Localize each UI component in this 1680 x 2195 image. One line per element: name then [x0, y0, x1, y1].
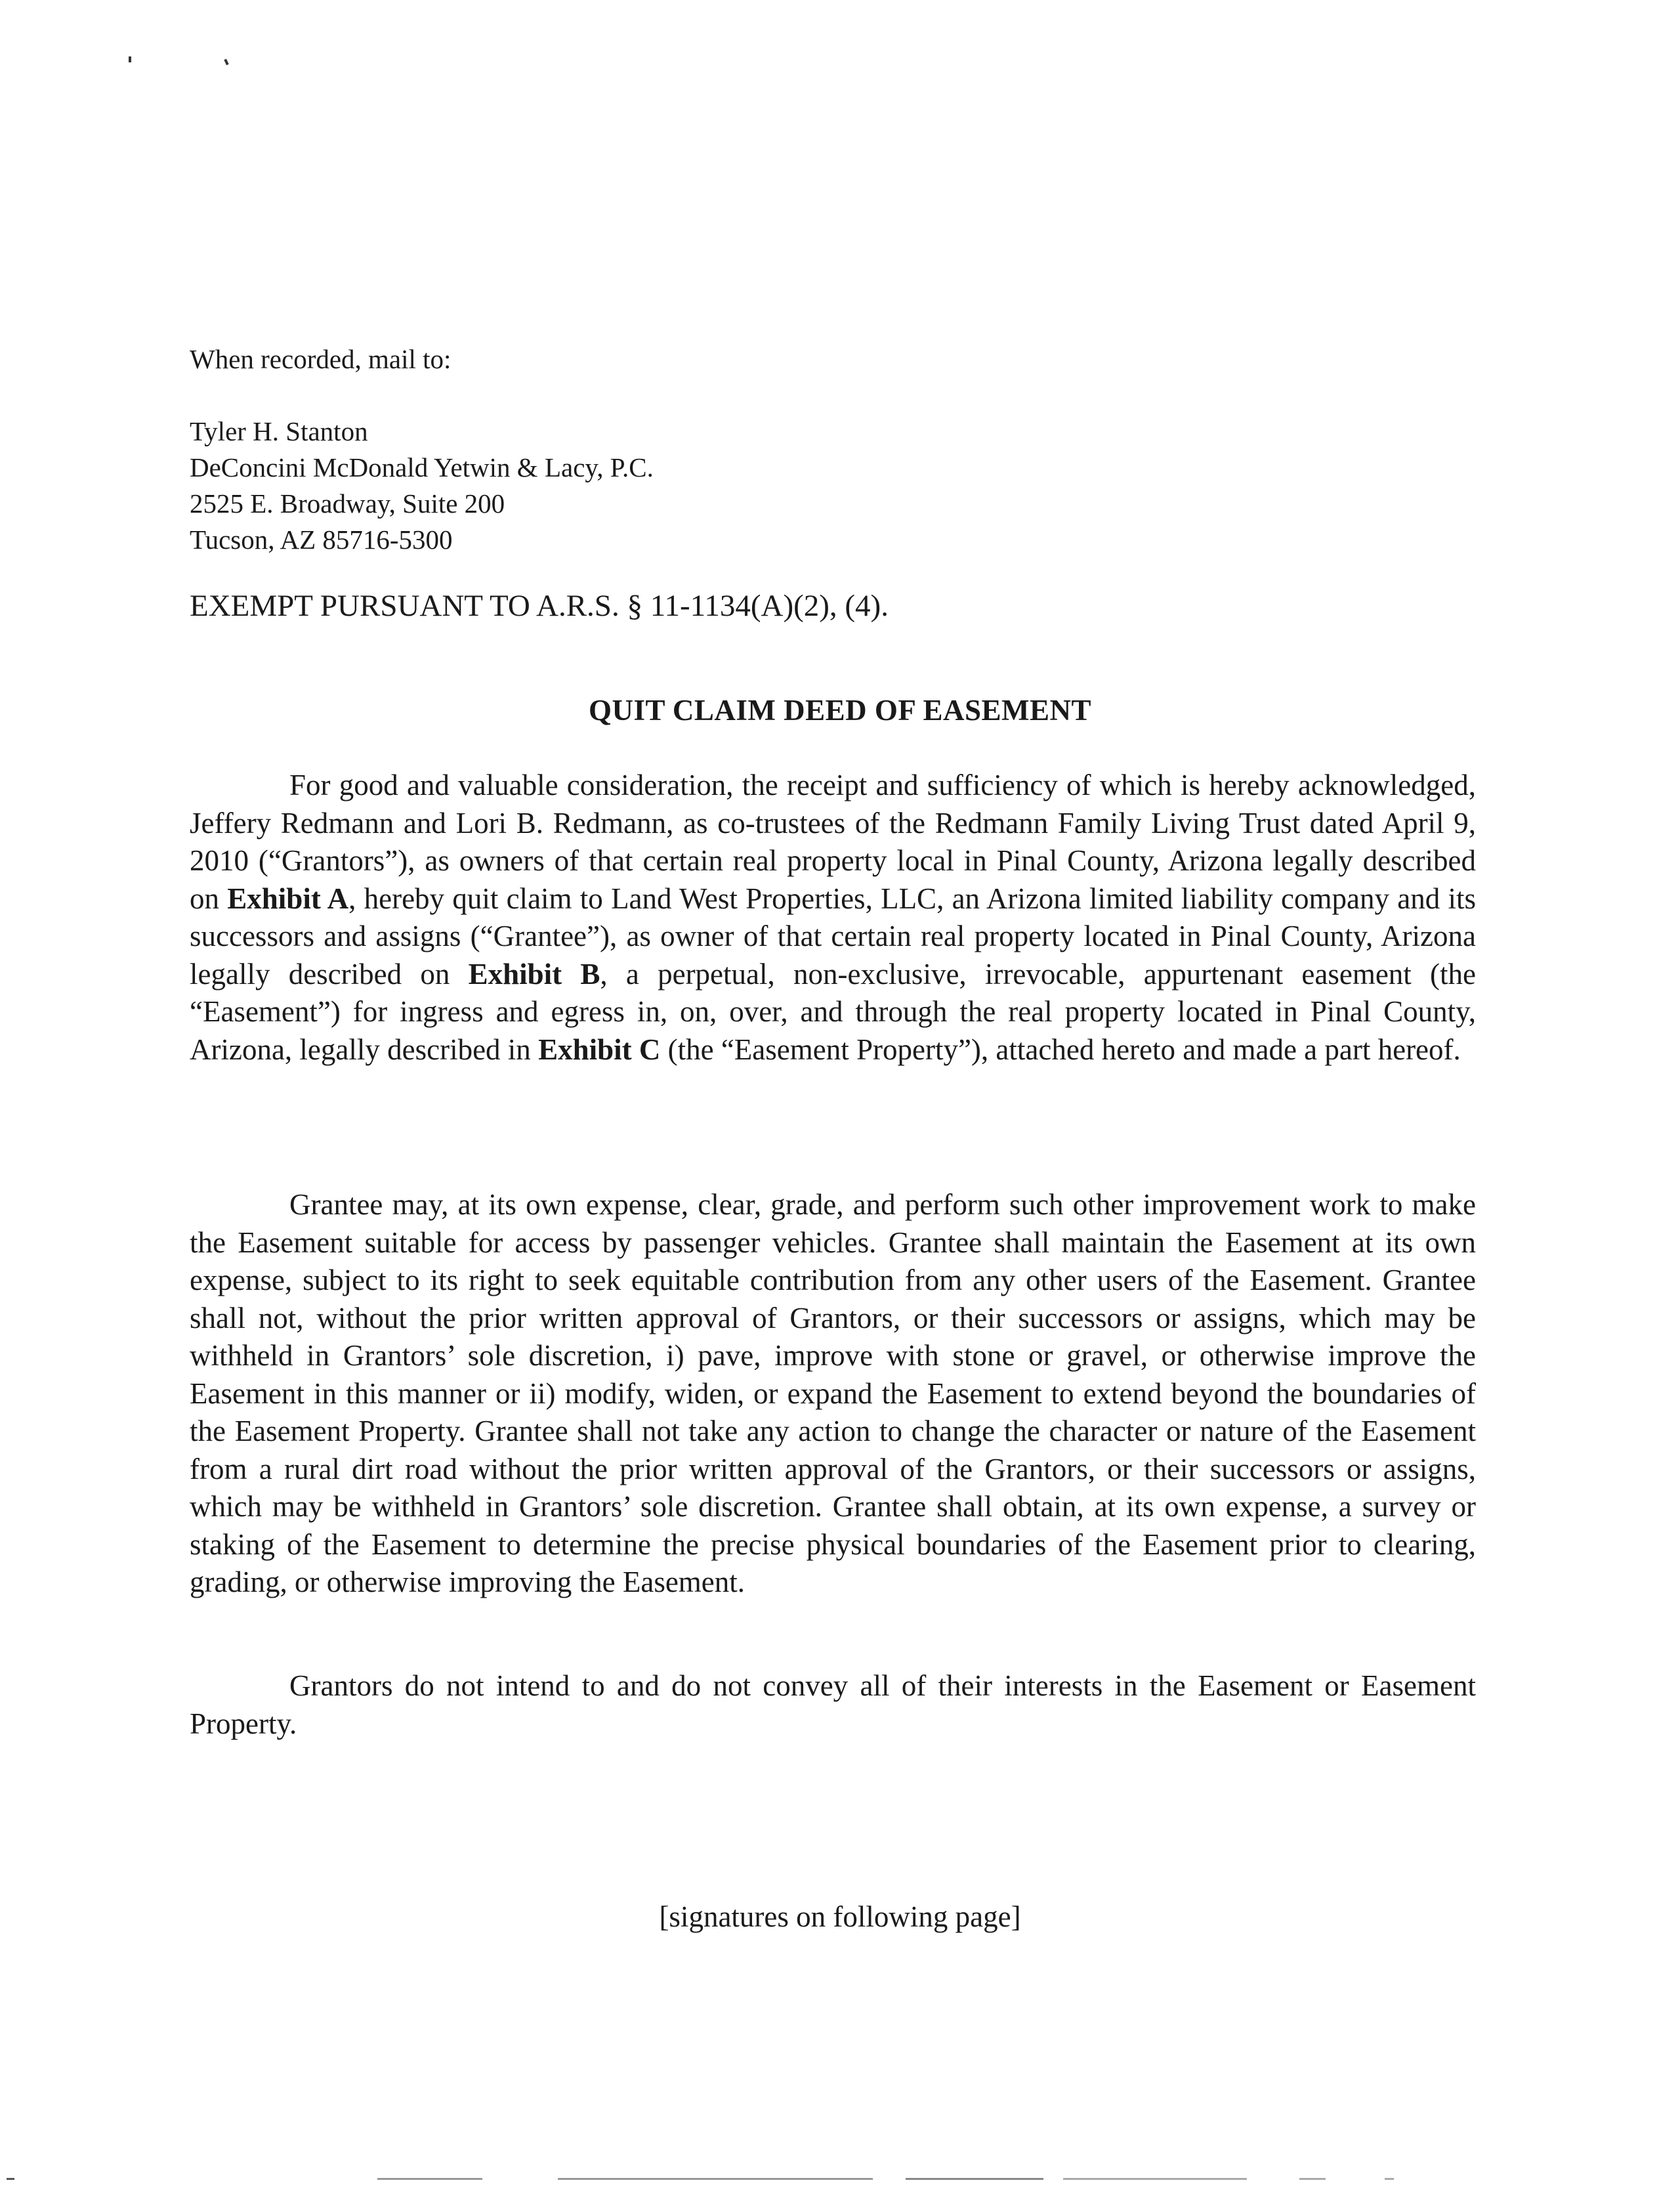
scan-artifact-line	[1299, 2178, 1326, 2180]
grant-text-1: For good and valuable consideration, the receipt and sufficiency of which is hereby acknowledged, Jeffery Redmann and Lori B. Redmann, as co-trustees of the Redmann Family Living Trust dated April 9, 2010 (“Grantors”), as owners of that certain real property local in Pinal County, Arizona legally described on	[190, 769, 1476, 915]
address-line-city: Tucson, AZ 85716-5300	[190, 524, 453, 555]
return-address	[190, 414, 654, 558]
scan-artifact-line	[1063, 2178, 1247, 2180]
scan-artifact-line	[377, 2178, 482, 2180]
scan-artifact-line	[558, 2178, 873, 2180]
exhibit-a-ref: Exhibit A	[227, 882, 349, 915]
address-line-street: 2525 E. Broadway, Suite 200	[190, 488, 505, 519]
scan-artifact-line	[7, 2178, 14, 2180]
grant-text-2: , hereby quit claim to Land West Properties, LLC, an Arizona limited liability company and its successors and assigns (“Grantee”), as owner of that certain real property located in Pinal County, Arizona legally described on	[190, 882, 1476, 991]
signature-note: [signatures on following page]	[659, 1900, 1021, 1933]
exhibit-c-ref: Exhibit C	[538, 1033, 661, 1066]
document-title: QUIT CLAIM DEED OF EASEMENT	[588, 694, 1092, 727]
scan-artifact-line	[906, 2178, 1043, 2180]
grant-text-3: , a perpetual, non-exclusive, irrevocable, appurtenant easement (the “Easement”) for ingress and egress in, on, over, and through the real property located in Pinal County, Arizona, legally described in	[190, 957, 1477, 1066]
exhibit-b-ref: Exhibit B	[468, 957, 600, 991]
exempt-notice: EXEMPT PURSUANT TO A.R.S. § 11-1134(A)(2), (4).	[190, 589, 889, 623]
paragraph-maintenance: Grantee may, at its own expense, clear, grade, and perform such other improvement work to make the Easement suitable for access by passenger vehicles. Grantee shall maintain the Easement at its own expense, subject to its right to seek equitable contribution from any other users of the Easement. Grantee shall not, without the prior written approval of Grantors, or their successors or assigns, which may be withheld in Grantors’ sole discretion, i) pave, improve with stone or gravel, or otherwise improve the Easement in this manner or ii) modify, widen, or expand the Easement to extend beyond the boundaries of the Easement Property. Grantee shall not take any action to change the character or nature of the Easement from a rural dirt road without the prior written approval of the Grantors, or their successors or assigns, which may be withheld in Grantors’ sole discretion. Grantee shall obtain, at its own expense, a survey or staking of the Easement to determine the precise physical boundaries of the Easement prior to clearing, grading, or otherwise improving the Easement.	[190, 1188, 1476, 1598]
paragraph-grant	[190, 767, 1476, 1069]
grant-text-4: (the “Easement Property”), attached hereto and made a part hereof.	[660, 1033, 1461, 1066]
scan-artifact-line	[1385, 2178, 1394, 2180]
scan-speck	[224, 59, 228, 66]
scan-speck	[129, 56, 131, 62]
recorded-mail-label: When recorded, mail to:	[190, 344, 452, 374]
address-line-name: Tyler H. Stanton	[190, 416, 368, 446]
paragraph-retained-interest: Grantors do not intend to and do not convey all of their interests in the Easement or Easement Property.	[190, 1669, 1476, 1740]
address-line-firm: DeConcini McDonald Yetwin & Lacy, P.C.	[190, 452, 654, 482]
